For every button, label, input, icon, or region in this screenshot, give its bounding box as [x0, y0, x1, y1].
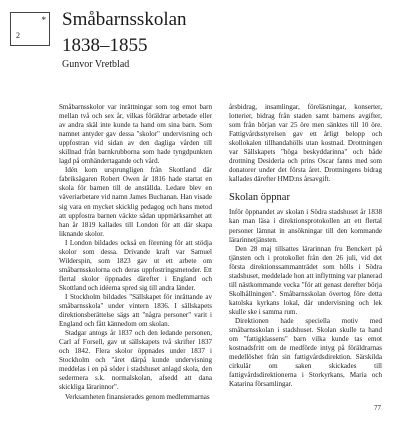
- paragraph: årsbidrag, insamlingar, föreläsningar, konserter, lotterier, bidrag från staden samt barnens avgifter, som från början var 25 öre men sänktes till 10 öre. Fattigvårdsstyrelsen gav ett årligt belopp och skollokalen tillhandahölls utan kostnad. Drottningen var Sällskapets "höga beskyddarinna" och både drottning Desideria och prins Oscar fanns med som donatorer under det första året. Drottningens bidrag kallades därefter HMD:ns årsavgift.: [229, 103, 382, 184]
- paragraph: Den 28 maj tillsattes lärarinnan fru Benckert på tjänsten och i protokollet från den 26 juli, vid det första direktionssammanträdet som hölls i Södra stadshuset, meddelade hon att inflyttning var planerad till nästkommande vecka "för att genast derefter börja Skolhållningen". Småbarnsskolan övertog före detta katolska kyrkans lokal, där undervisning och lek skulle ske i samma rum.: [229, 244, 382, 316]
- page-number: 77: [374, 404, 381, 412]
- author-name: Gunvor Vretblad: [62, 59, 130, 70]
- paragraph: Stadgar antogs år 1837 och den ledande personen, Carl af Forsell, gav ut sällskapets två skrifter 1837 och 1842. Flera skolor öppnades under 1837 i Stockholm och "året därpå kunde undervisning meddelas i en på söder i stadshuset anlagd skola, den sedermera s.k. normalskolan, afsedd att dana skickliga lärarinnor".: [59, 329, 212, 392]
- paragraph: Direktionen hade speciella motiv med småbarnsskolan i stadshuset. Skolan skulle ta hand om "fattigklassens" barn vilka kunde tas emot kostnadsfritt om de medförde intyg på föräldrarnas medellöshet från sin fattigvårdsdirektion. Särskilda cirkulär om saken skickades till fattigvårdsdirektionerna i Storkyrkans, Maria och Katarina församlingar.: [229, 316, 382, 389]
- chapter-number-box: [10, 12, 50, 46]
- chapter-number: 2: [16, 31, 20, 40]
- chapter-years: 1838–1855: [62, 35, 148, 56]
- chapter-mark: *: [41, 15, 46, 25]
- paragraph: Verksamheten finansierades genom medlemmarnas: [65, 392, 210, 401]
- section-heading: Skolan öppnar: [229, 192, 290, 204]
- right-text-column: [229, 103, 382, 389]
- paragraph: I Stockholm bildades "Sällskapet för inrättande av småbarnsskola" under vintern 1836. I sällskapets direktionsberättelse sägs att "några personer" varit i England och fått kännedom om skolan.: [59, 292, 212, 329]
- chapter-title: Småbarnsskolan: [62, 9, 187, 30]
- paragraph: Inför öppnandet av skolan i Södra stadshuset år 1838 kan man läsa i direktionsprotokollen att ett flertal personer lämnat in ansökningar till den kommande lärarinnetjänsten.: [229, 208, 382, 244]
- left-text-column: [59, 103, 212, 402]
- paragraph: Småbarnsskolor var inrättningar som tog emot barn mellan två och sex år, vilkas föräldrar arbetade eller av andra skäl inte kunde ta hand om sina barn. Som namnet antyder gav dessa "skolor" undervisning och uppfostran vid sidan av den dagliga vården till skillnad från barnkrubborna som hade tyngdpunkten lagd på omhändertagande och vård.: [59, 103, 212, 166]
- paragraph: Idén kom ursprungligen från Skottland där fabriksägaren Robert Owen år 1816 hade startat en skola för barnen till de anställda. Ledare blev en väveriarbetare vid namn James Buchanan. Han visade sig vara en mycket skicklig pedagog och hans metod att uppfostra barnen väckte sådan uppmärksamhet att han år 1819 kallades till London för att där skapa liknande skolor.: [59, 166, 212, 238]
- paragraph: I London bildades också en förening för att stödja skolor som dessa. Drivande kraft var Samuel Wilderspin, som 1823 gav ut ett arbete om småbarnsskolorna och deras uppfostringsmetoder. Ett flertal skolor öppnades därefter i England och Skottland och idéerna spred sig till andra länder.: [59, 238, 212, 292]
